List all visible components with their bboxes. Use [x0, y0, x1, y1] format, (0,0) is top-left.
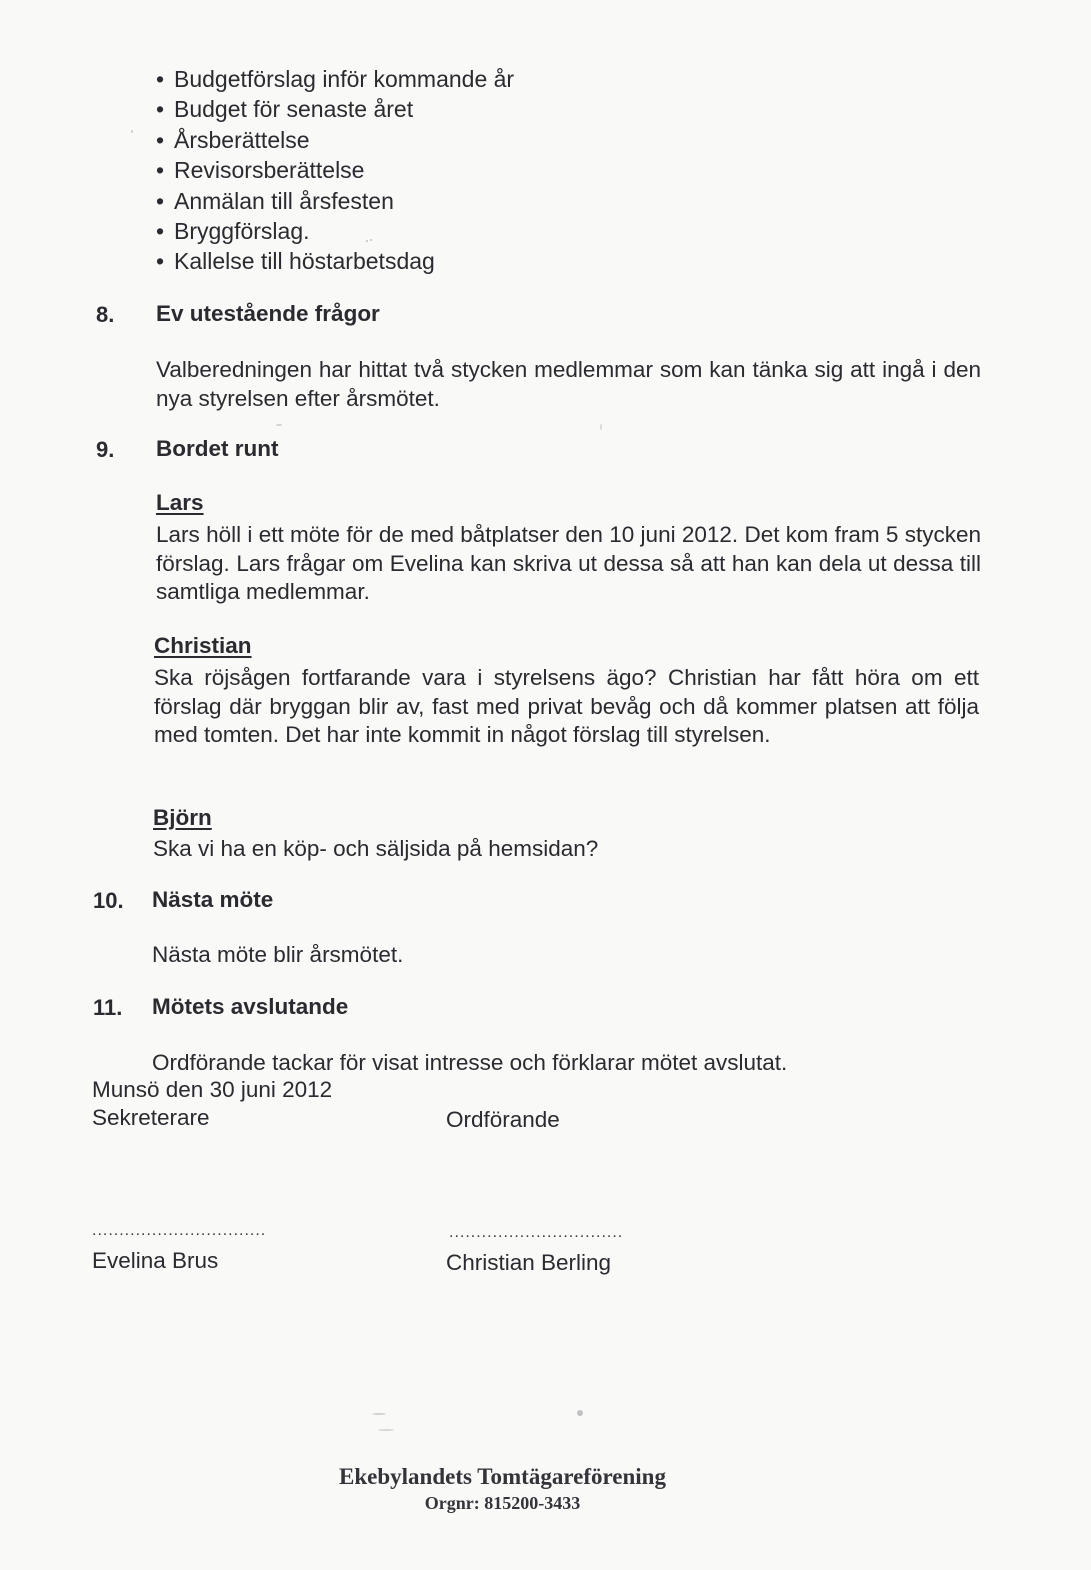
section-10-heading: Nästa möte	[152, 887, 274, 912]
section-8-number: 8.	[96, 302, 115, 327]
scan-speck	[276, 424, 282, 426]
person-name-christian: Christian	[154, 633, 252, 658]
list-item: • Årsberättelse	[156, 125, 514, 155]
person-text-bjorn: Ska vi ha en köp- och säljsida på hemsidan?	[153, 836, 599, 861]
list-item: • Revisorsberättelse	[156, 155, 514, 185]
section-11-heading: Mötets avslutande	[152, 994, 349, 1019]
list-item: • Kallelse till höstarbetsdag	[156, 246, 514, 276]
agenda-bullet-list	[156, 64, 514, 277]
person-text-lars: Lars höll i ett möte för de med båtplatser den 10 juni 2012. Det kom fram 5 stycken förslag. Lars frågar om Evelina kan skriva ut dessa så att han kan dela ut dessa till samtliga medlemmar.	[156, 522, 981, 604]
section-8-heading: Ev utestående frågor	[156, 301, 380, 326]
scan-speck	[366, 240, 368, 242]
footer-orgnr: Orgnr: 815200-3433	[424, 1493, 581, 1513]
scan-speck	[370, 239, 372, 241]
chairman-label: Ordförande	[446, 1107, 560, 1132]
list-item: • Budgetförslag inför kommande år	[156, 64, 514, 94]
section-10-number: 10.	[93, 888, 124, 913]
person-text-christian: Ska röjsågen fortfarande vara i styrelsens ägo? Christian har fått höra om ett förslag där bryggan blir av, fast med privat bevåg och då kommer platsen att följa med tomten. Det har inte kommit in något förslag till styrelsen.	[154, 665, 979, 747]
signature-line-secretary: ................................	[92, 1222, 267, 1239]
list-item: • Bryggförslag.	[156, 216, 514, 246]
scan-speck	[577, 1410, 583, 1416]
secretary-label: Sekreterare	[92, 1105, 210, 1130]
scan-speck	[372, 1413, 386, 1415]
scan-speck	[600, 424, 602, 430]
section-8-text: Valberedningen har hittat två stycken medlemmar som kan tänka sig att ingå i den nya styrelsen efter årsmötet.	[156, 357, 981, 411]
place-date: Munsö den 30 juni 2012	[92, 1077, 333, 1102]
list-item: • Budget för senaste året	[156, 94, 514, 124]
signature-line-chairman: ................................	[449, 1224, 624, 1241]
person-name-bjorn: Björn	[153, 805, 212, 830]
secretary-name: Evelina Brus	[92, 1248, 219, 1273]
section-10-text: Nästa möte blir årsmötet.	[152, 942, 404, 967]
list-item: • Anmälan till årsfesten	[156, 186, 514, 216]
section-11-number: 11.	[93, 995, 123, 1020]
footer-organization: Ekebylandets Tomtägareförening	[339, 1464, 666, 1489]
chairman-name: Christian Berling	[446, 1250, 612, 1275]
section-9-number: 9.	[96, 437, 115, 462]
section-11-text: Ordförande tackar för visat intresse och förklarar mötet avslutat.	[152, 1050, 788, 1075]
scan-speck	[378, 1429, 394, 1431]
person-name-lars: Lars	[156, 490, 204, 515]
scan-speck	[131, 130, 133, 133]
section-9-heading: Bordet runt	[156, 436, 279, 461]
